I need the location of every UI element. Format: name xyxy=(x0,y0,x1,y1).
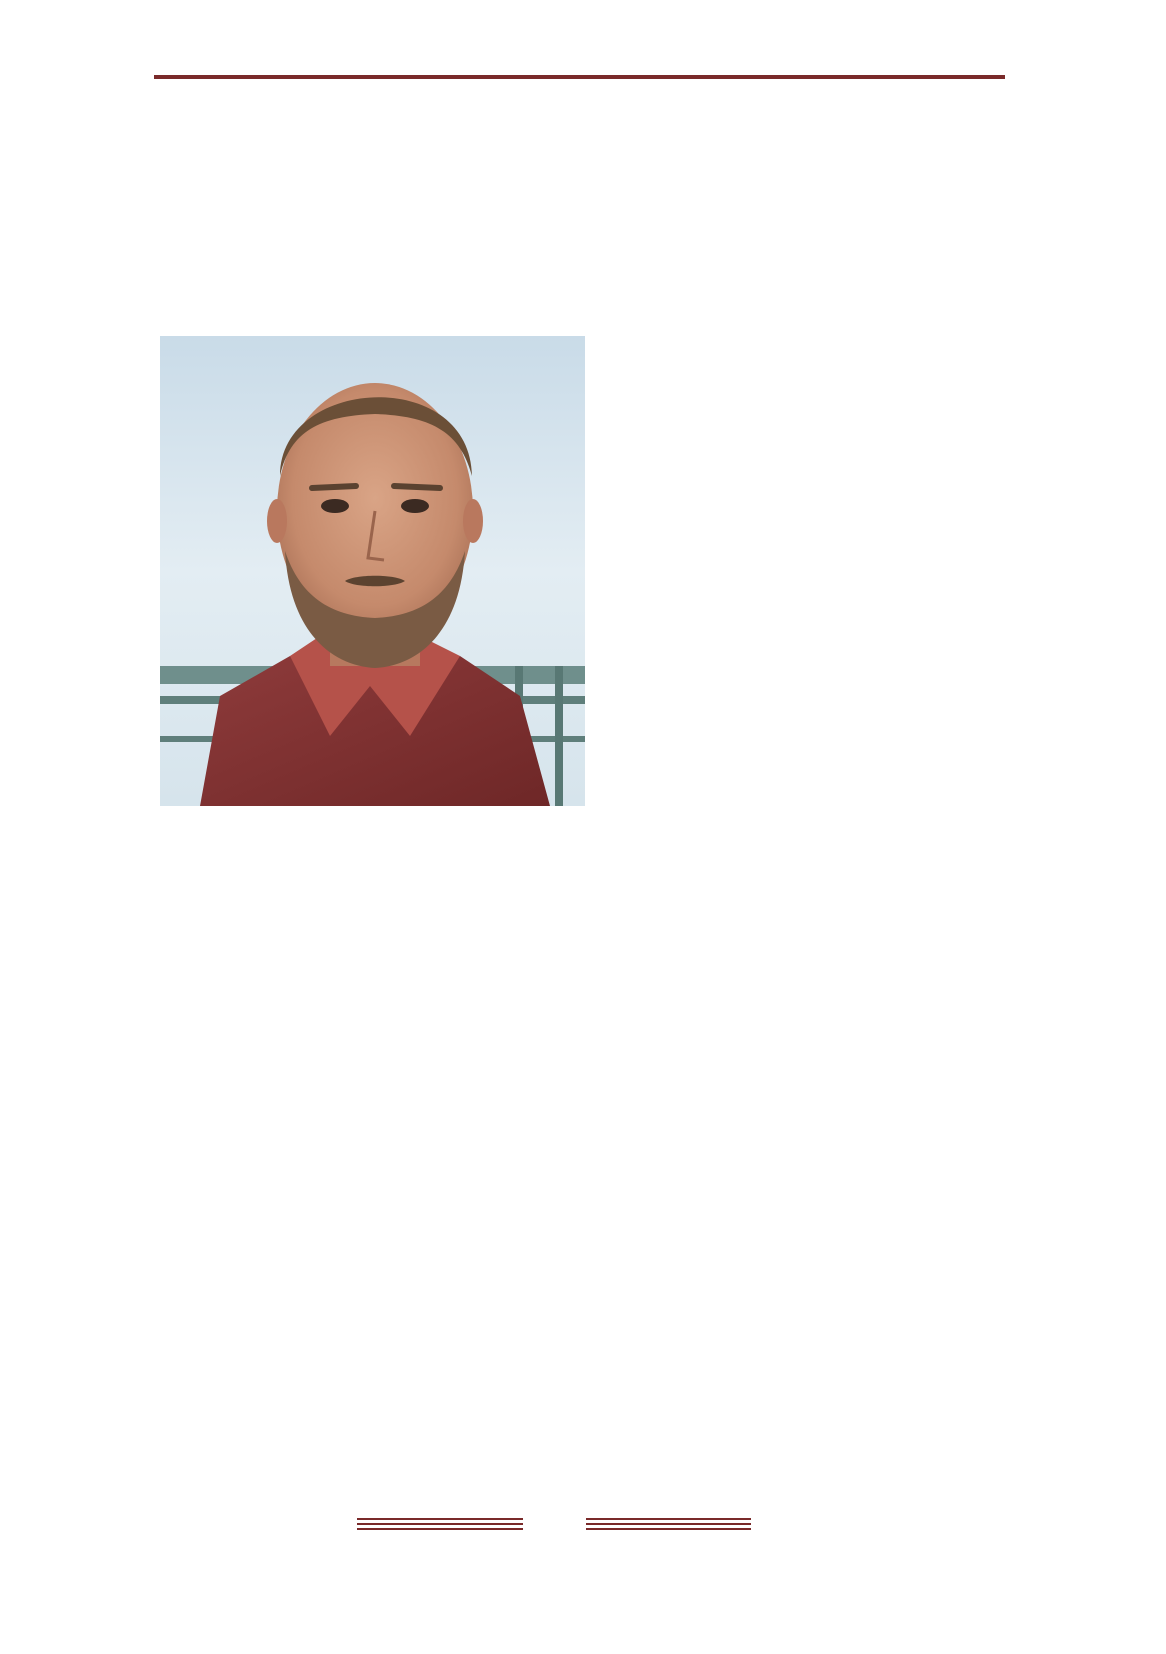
footer-rule-left xyxy=(357,1518,523,1530)
header-rule xyxy=(154,75,1005,79)
portrait-photo xyxy=(160,336,585,806)
footer-rule-right xyxy=(586,1518,751,1530)
